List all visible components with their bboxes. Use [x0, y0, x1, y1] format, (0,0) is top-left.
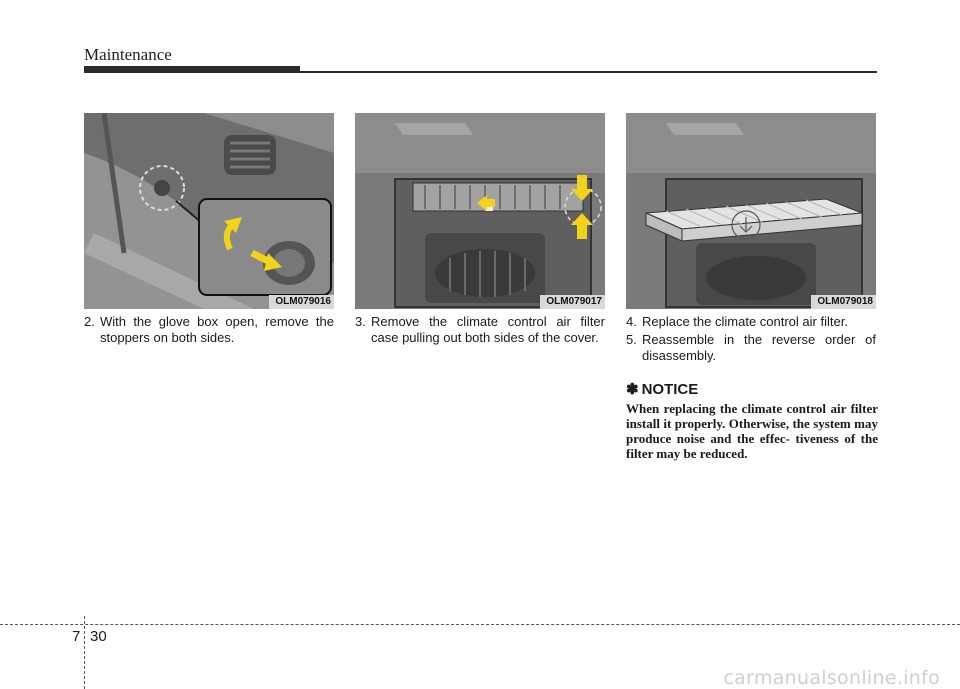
page-number: 30	[90, 628, 107, 645]
header-rule	[300, 71, 877, 73]
figure-code: OLM079017	[540, 295, 605, 309]
figure-glove-box-stopper	[84, 113, 334, 309]
step-text: Remove the climate control air filter case pulling out both sides of the cover.	[371, 314, 605, 345]
page-header-title: Maintenance	[84, 45, 172, 64]
step-number: 3.	[355, 314, 366, 329]
instructions-column-1	[84, 314, 334, 346]
notice-star-icon: ✽	[626, 381, 639, 398]
watermark: carmanualsonline.info	[723, 667, 940, 689]
step-text: Reassemble in the reverse order of disassembly.	[642, 332, 876, 363]
figure-code: OLM079016	[269, 295, 334, 309]
instructions-column-2	[355, 314, 605, 346]
instructions-column-3	[626, 314, 876, 364]
step-item	[626, 332, 876, 364]
step-text: Replace the climate control air filter.	[642, 314, 848, 329]
page-chapter-number: 7	[72, 628, 81, 645]
filter-case-illustration	[355, 113, 605, 309]
step-item	[626, 314, 876, 330]
step-item	[84, 314, 334, 346]
step-number: 2.	[84, 314, 95, 329]
step-text: With the glove box open, remove the stoppers on both sides.	[100, 314, 334, 345]
figure-filter-case-removal	[355, 113, 605, 309]
notice-body: When replacing the climate control air filter install it properly. Otherwise, the system may produce noise and the effec- tiveness of the filter may be reduced.	[626, 401, 878, 461]
step-number: 4.	[626, 314, 637, 329]
step-item	[355, 314, 605, 346]
step-number: 5.	[626, 332, 637, 347]
footer-dashed-rule	[0, 624, 960, 625]
glove-box-stopper-illustration	[84, 113, 334, 309]
figure-code: OLM079018	[811, 295, 876, 309]
footer-vertical-dashed-rule	[84, 616, 85, 689]
figure-filter-replacement	[626, 113, 876, 309]
filter-replacement-illustration	[626, 113, 876, 309]
header-bar	[84, 66, 300, 73]
notice-heading	[626, 380, 698, 398]
notice-title: NOTICE	[641, 381, 699, 398]
